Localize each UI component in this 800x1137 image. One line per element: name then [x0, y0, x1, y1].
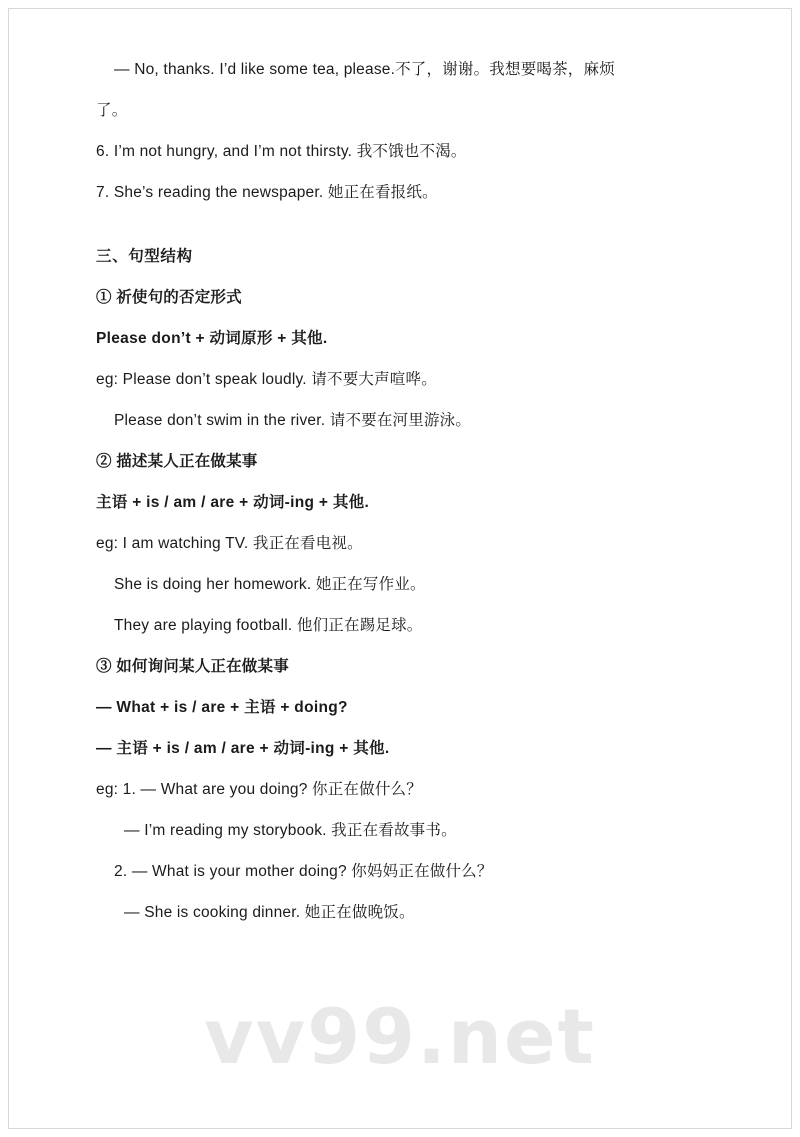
example-sentence: She is doing her homework. 她正在写作业。 — [114, 576, 426, 594]
section-heading: 三、句型结构 — [96, 248, 193, 266]
grammar-pattern: 主语 + is / am / are + 动词-ing + 其他. — [96, 494, 370, 512]
grammar-pattern: — 主语 + is / am / are + 动词-ing + 其他. — [96, 740, 390, 758]
example-sentence: — I’m reading my storybook. 我正在看故事书。 — [124, 822, 457, 840]
example-sentence: They are playing football. 他们正在踢足球。 — [114, 617, 423, 635]
example-sentence: — She is cooking dinner. 她正在做晚饭。 — [124, 904, 415, 922]
watermark: vv99.net — [204, 992, 596, 1081]
grammar-pattern: Please don’t + 动词原形 + 其他. — [96, 330, 328, 348]
example-sentence: Please don’t swim in the river. 请不要在河里游泳。 — [114, 412, 472, 430]
paragraph: 6. I’m not hungry, and I’m not thirsty. 我不饿也不渴。 — [96, 143, 467, 161]
paragraph: 7. She’s reading the newspaper. 她正在看报纸。 — [96, 184, 438, 202]
subsection-heading: ② 描述某人正在做某事 — [96, 453, 258, 471]
example-sentence: 2. — What is your mother doing? 你妈妈正在做什么？ — [114, 863, 493, 881]
example-sentence: eg: Please don’t speak loudly. 请不要大声喧哗。 — [96, 371, 437, 389]
grammar-pattern: — What + is / are + 主语 + doing? — [96, 699, 348, 717]
subsection-heading: ① 祈使句的否定形式 — [96, 289, 242, 307]
document-content — [96, 58, 716, 942]
example-sentence: eg: 1. — What are you doing? 你正在做什么？ — [96, 781, 422, 799]
example-sentence: eg: I am watching TV. 我正在看电视。 — [96, 535, 363, 553]
paragraph: — No, thanks. I’d like some tea, please.不了，谢谢。我想要喝茶，麻烦 — [114, 61, 615, 78]
subsection-heading: ③ 如何询问某人正在做某事 — [96, 658, 289, 676]
paragraph: 了。 — [96, 102, 128, 120]
